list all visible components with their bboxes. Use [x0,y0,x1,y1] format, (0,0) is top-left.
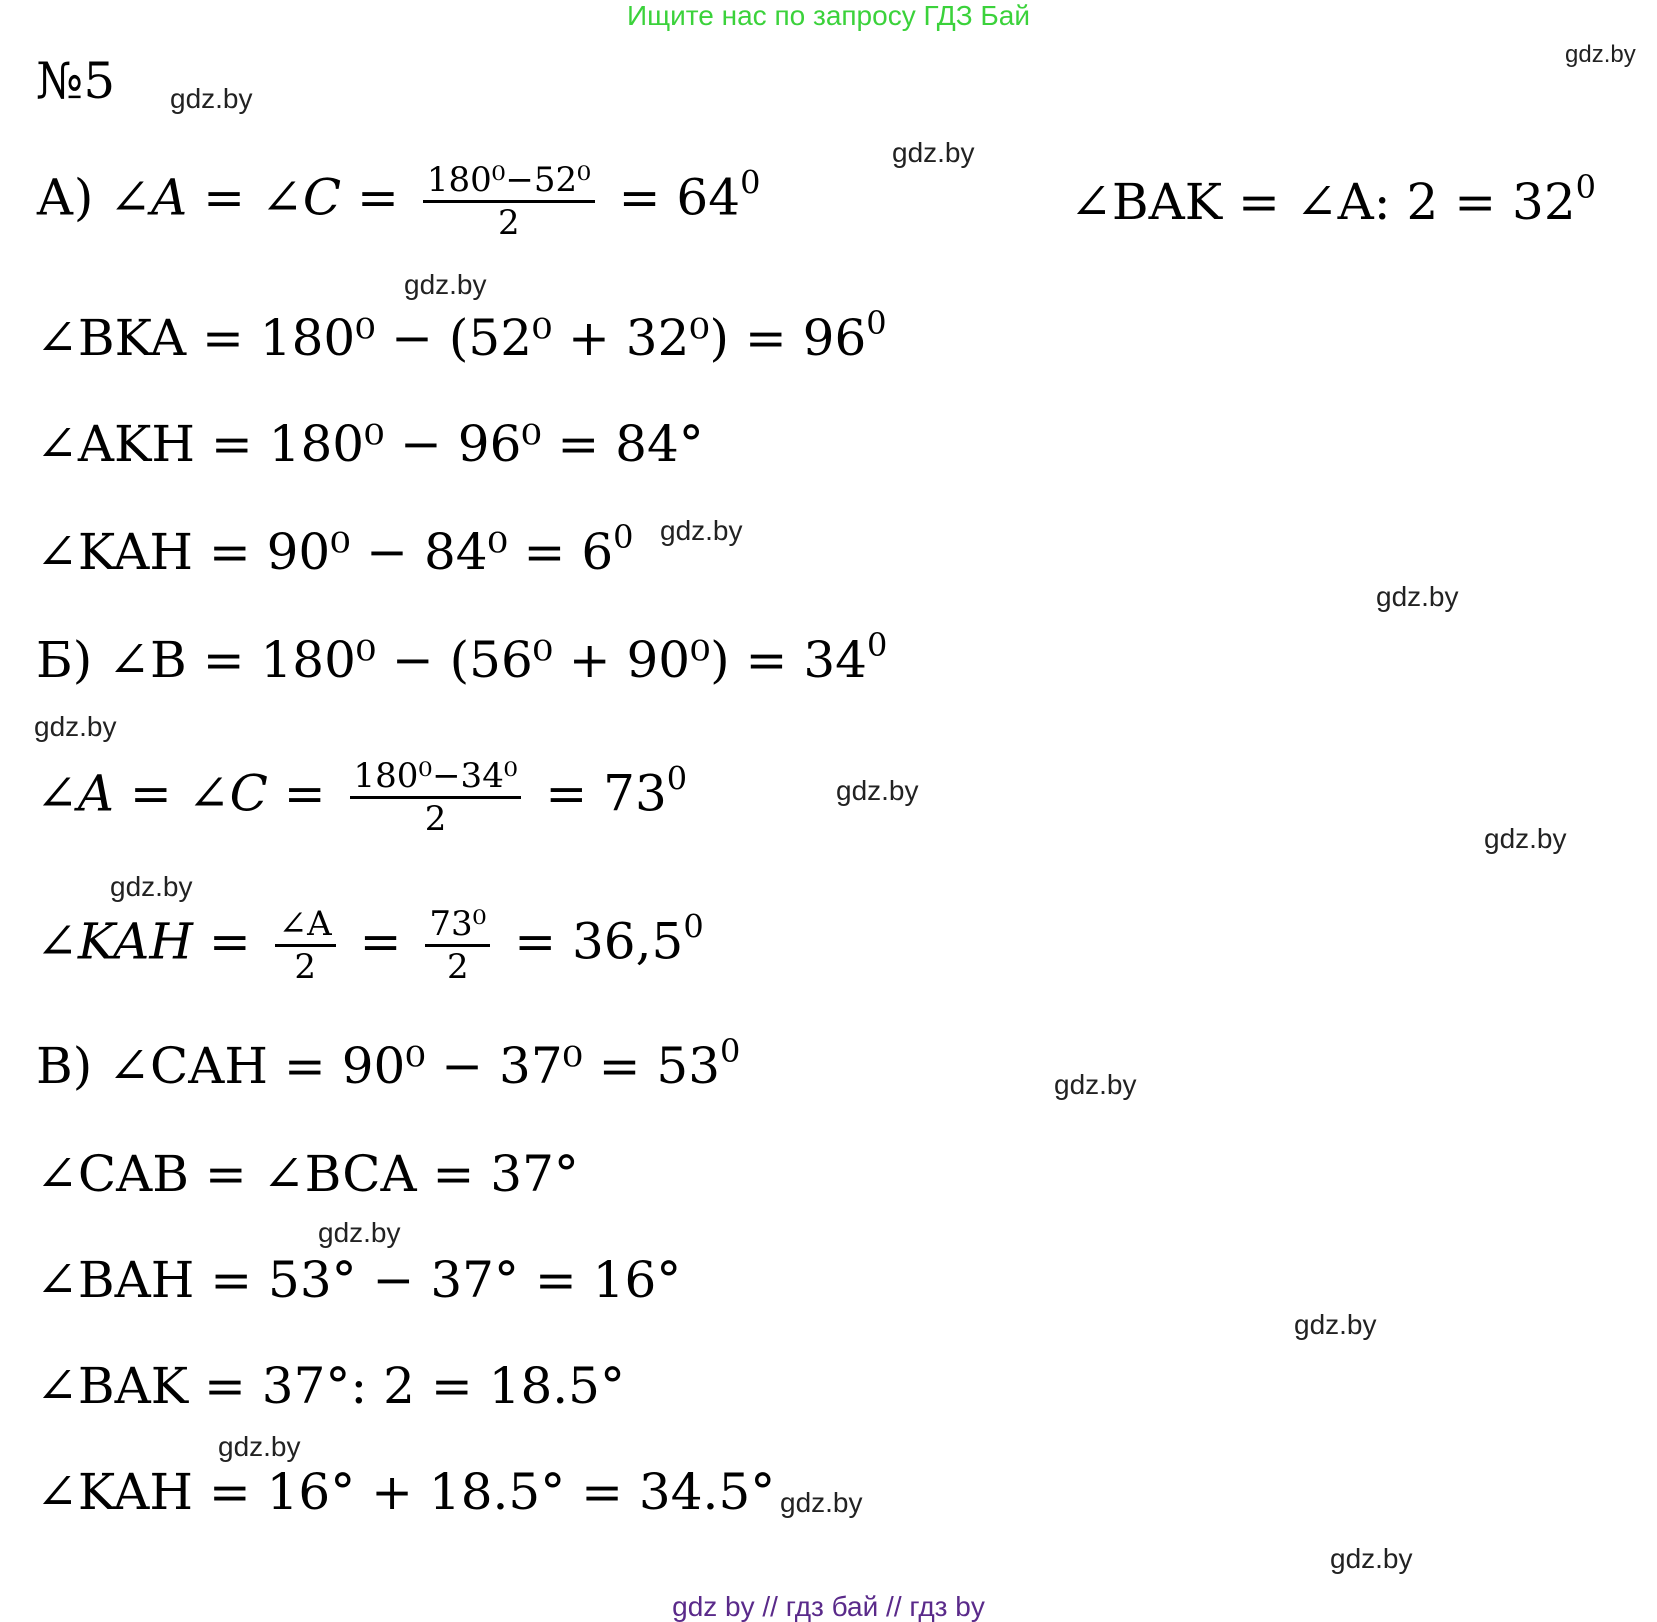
problem-number: №5 [36,52,116,110]
watermark: gdz.by [660,515,743,546]
eq-v4-text: ∠BAK = 37°: 2 = 18.5° [36,1357,625,1415]
fraction-b2 [350,756,522,839]
eq-v3 [36,1250,681,1310]
watermark: gdz.by [780,1487,863,1518]
eq-a2-text: ∠BKA = 180⁰ − (52⁰ + 32⁰) = 96 [36,309,867,367]
eq-b1-text: ∠B = 180⁰ − (56⁰ + 90⁰) = 34 [108,631,867,689]
eq-a1-result: = 64 [618,168,741,227]
eq-v1-text: ∠CAH = 90⁰ − 37⁰ = 53 [108,1037,721,1095]
eq-a4-text: ∠KAH = 90⁰ − 84⁰ = 6 [36,523,614,581]
eq-v1: В) ∠CAH = $90^0 - 37^0 = 53^0$ [36,1032,741,1095]
fraction-b3-second-numerator: 73⁰ [425,904,490,947]
fraction-b2-numerator: 180⁰−34⁰ [350,756,522,799]
watermark: gdz.by [1294,1309,1377,1340]
fraction-a1-denominator: 2 [497,203,520,243]
eq-b2-result: = 73 [545,764,667,823]
watermark: gdz.by [1565,41,1636,68]
eq-a3-text: ∠AKH = 180⁰ − 96⁰ = 84° [36,415,704,473]
eq-a3 [36,414,704,474]
watermark: gdz.by [1484,823,1567,854]
watermark: gdz.by [1376,581,1459,612]
eq-a-side: ∠BAK = ∠A: $2 = 32^0$ [1070,168,1596,231]
eq-a2: ∠BKA = $180^0 - (52^0 + 32^0) = 96^0$ [36,304,887,367]
watermark: gdz.by [1054,1069,1137,1100]
watermark: gdz.by [110,871,193,902]
fraction-b3-second-denominator: 2 [447,947,469,987]
part-a-label: А) [36,168,94,227]
fraction-b3-first [275,904,336,987]
watermark: gdz.by [170,83,253,114]
eq-b1: Б) ∠B = $180^0 - (56^0 + 90^0) = 34^0$ [36,626,888,689]
eq-b2: ∠A = ∠C = $\frac{\text{180⁰−34⁰}}{2}$ = $73^0$ [36,756,688,839]
fraction-b2-denominator: 2 [424,799,447,839]
fraction-b3-second [425,904,490,987]
part-v-label: В) [36,1037,93,1095]
eq-b3: ∠KAH = $\frac{\angle A}{2}$ = $\frac{\text{73⁰}}{2}$ = $36,5^0$ [36,904,704,987]
fraction-b3-first-numerator: ∠A [275,904,336,947]
watermark: gdz.by [34,711,117,742]
eq-b3-result: = 36,5 [514,912,684,971]
eq-a-side-text: ∠BAK = ∠A: 2 = 32 [1070,173,1576,231]
fraction-a1 [423,160,595,243]
watermark: gdz.by [892,137,975,168]
eq-a1: А) ∠A = ∠C = $\frac{\text{180⁰−52⁰}}{2}$ = $64^0$ [36,160,761,243]
watermark: gdz.by [404,269,487,300]
eq-v4 [36,1356,625,1416]
eq-v2-text: ∠CAB = ∠BCA = 37° [36,1145,579,1203]
eq-a4: ∠KAH = $90^0 - 84^0 = 6^0$ [36,518,634,581]
top-banner: Ищите нас по запросу ГДЗ Бай [626,0,1031,31]
fraction-b3-first-denominator: 2 [294,947,316,987]
watermark: gdz.by [1330,1543,1413,1574]
footer: gdz by // гдз бай // гдз by [672,1591,985,1622]
eq-v5-text: ∠KAH = 16° + 18.5° = 34.5° [36,1463,776,1521]
watermark: gdz.by [836,775,919,806]
watermark: gdz.by [218,1431,301,1462]
fraction-a1-numerator: 180⁰−52⁰ [423,160,595,203]
watermark: gdz.by [318,1217,401,1248]
eq-v5 [36,1462,775,1522]
eq-v3-text: ∠BAH = 53° − 37° = 16° [36,1251,682,1309]
eq-v2 [36,1144,579,1204]
part-b-label: Б) [36,631,93,689]
